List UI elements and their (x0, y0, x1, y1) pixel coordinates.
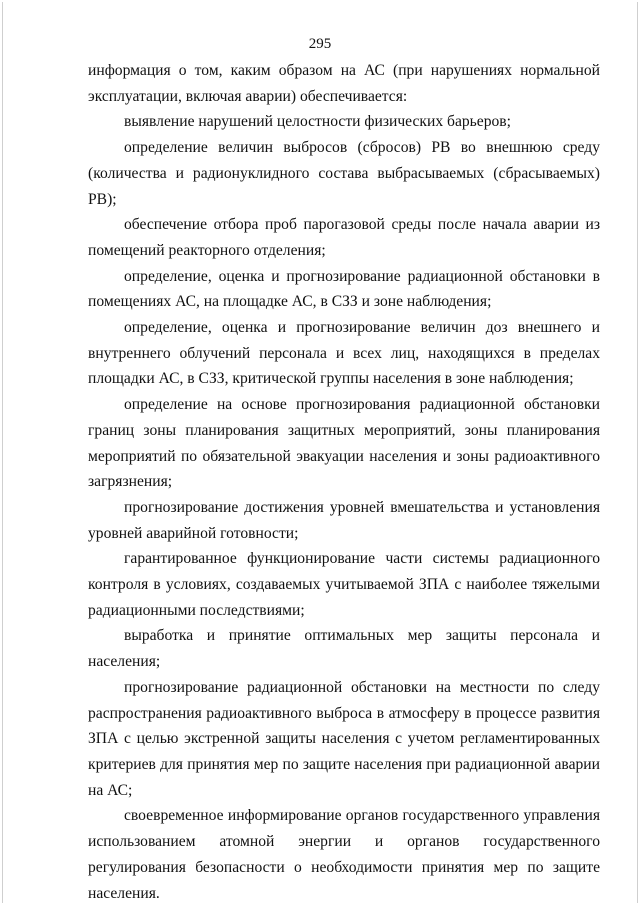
paragraph-monitoring-system: гарантированное функционирование части системы радиационного контроля в условиях, создаваемых учитываемой ЗПА с наиболее тяжелыми радиационными последствиями; (88, 550, 600, 619)
paragraph-barrier-integrity: выявление нарушений целостности физических барьеров; (124, 113, 511, 131)
paragraph-sampling: обеспечение отбора проб парогазовой среды после начала аварии из помещений реакторного отделения; (88, 216, 600, 259)
paragraph-zone-boundaries: определение на основе прогнозирования радиационной обстановки границ зоны планирования защитных мероприятий, зоны планирования мероприятий по обязательной эвакуации населения и зоны радиоактивного загрязнения; (88, 396, 600, 491)
paragraph-protection-measures: выработка и принятие оптимальных мер защиты персонала и населения; (88, 627, 600, 671)
paragraph-intro: информация о том, каким образом на АС (при нарушениях нормальной эксплуатации, включая аварии) обеспечивается: (88, 62, 600, 105)
document-body (88, 58, 600, 906)
paragraph-emissions: определение величин выбросов (сбросов) РВ во внешнюю среду (количества и радионуклидного состава выбрасываемых (сбрасываемых) РВ); (88, 139, 600, 208)
paragraph-forecasting: прогнозирование радиационной обстановки на местности по следу распространения радиоактивного выброса в атмосферу в процессе развития ЗПА с целью экстренной защиты населения с учетом регламентированных критериев для принятия мер по защите населения при радиационной аварии на АС; (88, 678, 600, 799)
page-number: 295 (308, 36, 332, 52)
paragraph-notification: своевременное информирование органов государственного управления использованием атомной энергии и органов государственного регулирования безопасности о необходимости принятия мер по защите населения. (88, 807, 600, 902)
paragraph-radiation-situation: определение, оценка и прогнозирование радиационной обстановки в помещениях АС, на площадке АС, в СЗЗ и зоне наблюдения; (88, 267, 600, 311)
paragraph-dose-assessment: определение, оценка и прогнозирование величин доз внешнего и внутреннего облучений персонала и всех лиц, находящихся в пределах площадки АС, в СЗЗ, критической группы населения в зоне наблюдения; (88, 319, 600, 388)
paragraph-intervention-levels: прогнозирование достижения уровней вмешательства и установления уровней аварийной готовности; (88, 498, 600, 542)
